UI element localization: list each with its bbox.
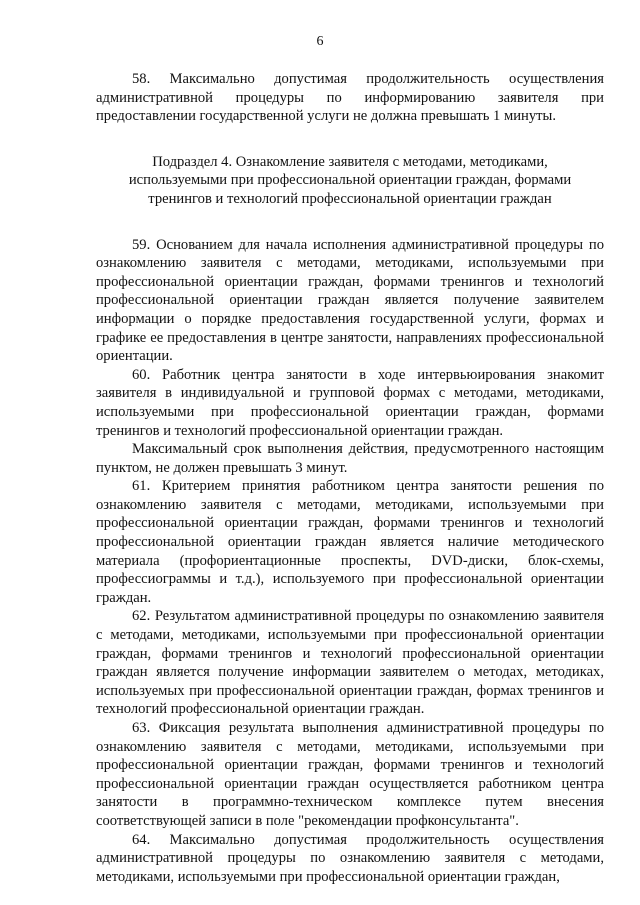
- subsection-title: Подраздел 4. Ознакомление заявителя с методами, методиками, используемыми при профессиональной ориентации граждан, формами тренингов и технологий профессиональной ориентации граждан: [128, 153, 572, 207]
- page-number: 6: [316, 34, 324, 49]
- paragraph-59: 59. Основанием для начала исполнения административной процедуры по ознакомлению заявителя с методами, методиками, используемыми при профессиональной ориентации граждан, формами тренингов и технологий профессиональной ориентации граждан является получение заявителем информации о порядке предоставления государственной услуги, формах и графике ее предоставления в центре занятости, направлениях профессиональной ориентации.: [96, 236, 604, 365]
- paragraph-63: 63. Фиксация результата выполнения административной процедуры по ознакомлению заявителя с методами, методиками, используемыми при профессиональной ориентации граждан, формами тренингов и технологий профессиональной ориентации граждан осуществляется работником центра занятости в программно-техническом комплексе путем внесения соответствующей записи в поле "рекомендации профконсультанта".: [96, 720, 604, 829]
- paragraph-61: 61. Критерием принятия работником центра занятости решения по ознакомлению заявителя с методами, методиками, используемыми при профессиональной ориентации граждан, формами тренингов и технологий профессиональной ориентации граждан является наличие методического материала (профориентационные проспекты, DVD-диски, блок-схемы, профессиограммы и т.д.), используемого при профессиональной ориентации граждан.: [96, 478, 604, 606]
- paragraph-58: 58. Максимально допустимая продолжительность осуществления административной процедуры по информированию заявителя при предоставлении государственной услуги не должна превышать 1 минуты.: [96, 71, 604, 125]
- paragraph-64: 64. Максимально допустимая продолжительность осуществления административной процедуры по ознакомлению заявителя с методами, методиками, используемыми при профессиональной ориентации граждан,: [96, 831, 604, 885]
- paragraph-60-deadline: Максимальный срок выполнения действия, предусмотренного настоящим пунктом, не должен превышать 3 минут.: [96, 441, 604, 476]
- paragraph-62: 62. Результатом административной процедуры по ознакомлению заявителя с методами, методиками, используемыми при профессиональной ориентации граждан, формами тренингов и технологий профессиональной ориентации граждан является получение информации заявителем о методах, методиках, используемых при профессиональной ориентации граждан, формах тренингов и технологий профессиональной ориентации граждан.: [96, 608, 604, 718]
- paragraph-60: 60. Работник центра занятости в ходе интервьюирования знакомит заявителя в индивидуальной и групповой формах с методами, методиками, используемыми при профессиональной ориентации граждан, формами тренингов и технологий профессиональной ориентации граждан.: [96, 366, 604, 439]
- document-body: [96, 70, 604, 886]
